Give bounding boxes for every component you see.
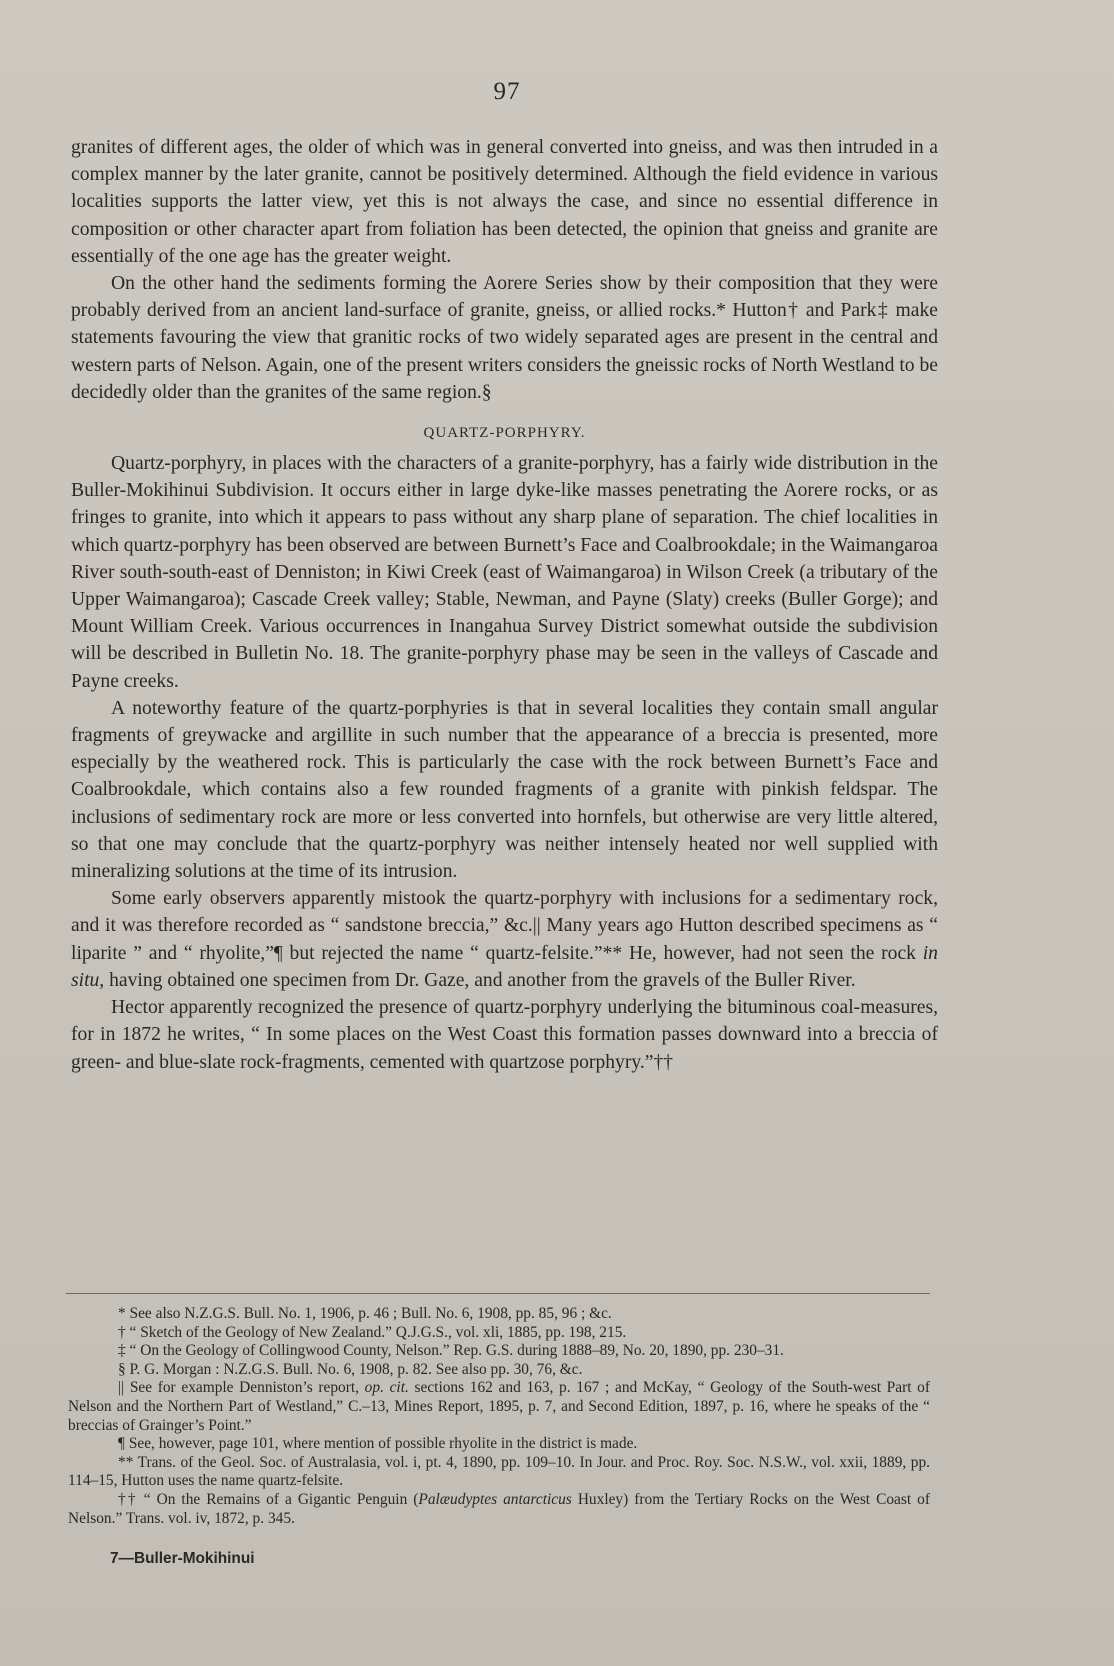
paragraph: granites of different ages, the older of which was in general converted into gneiss, and was then intruded in a complex manner by the later granite, cannot be positively determined. Although the field evidence in various localities supports the latter view, yet this is not always the case, and since no essential difference in composition or other character apart from foliation has been detected, the opinion that gneiss and granite are essentially of the one age has the greater weight. xyxy=(71,137,938,267)
footnote-text: sections 162 and 163, p. 167 ; and McKay, “ Geology of the South-west Part of Nelson and the Northern Part of Westland,” C.–13, Mines Report, 1895, p. 7, and Second Edition, 1897, p. 16, where he speaks of the “ breccias of Grainger’s Point.” xyxy=(68,1379,930,1434)
page-number: 97 xyxy=(493,78,521,105)
footnotes xyxy=(68,1305,930,1528)
footnote: * See also N.Z.G.S. Bull. No. 1, 1906, p. 46 ; Bull. No. 6, 1908, pp. 85, 96 ; &c. xyxy=(118,1305,612,1322)
footnote-text: †† “ On the Remains of a Gigantic Penguin ( xyxy=(118,1490,419,1508)
paragraph: A noteworthy feature of the quartz-porphyries is that in several localities they contain small angular fragments of greywacke and argillite in such number that the appearance of a breccia is presented, more especially by the weathered rock. This is particularly the case with the rock between Burnett’s Face and Coalbrookdale, which contains also a few rounded fragments of a granite with pinkish feldspar. The inclusions of sedimentary rock are more or less converted into hornfels, but otherwise are very little altered, so that one may conclude that the quartz-porphyry was neither intensely heated nor well supplied with mineralizing solutions at the time of its intrusion. xyxy=(71,697,938,883)
section-heading: QUARTZ-PORPHYRY. xyxy=(423,425,586,442)
paragraph xyxy=(71,885,938,994)
footnote: § P. G. Morgan : N.Z.G.S. Bull. No. 6, 1908, p. 82. See also pp. 30, 76, &c. xyxy=(118,1360,583,1378)
italic-term: op. cit. xyxy=(364,1379,409,1397)
footnote xyxy=(68,1491,930,1528)
footnote-divider xyxy=(66,1293,930,1294)
footnote: ¶ See, however, page 101, where mention of possible rhyolite in the district is made. xyxy=(118,1435,638,1453)
footnote: † “ Sketch of the Geology of New Zealand.” Q.J.G.S., vol. xli, 1885, pp. 198, 215. xyxy=(118,1323,627,1341)
footnote-text: Huxley) from the Tertiary Rocks on the West Coast of Nelson.” Trans. vol. iv, 1872, p. 345. xyxy=(68,1490,930,1527)
footnote: ‡ “ On the Geology of Collingwood County, Nelson.” Rep. G.S. during 1888–89, No. 20, 1890, pp. 230–31. xyxy=(118,1342,784,1360)
paragraph-text: Some early observers apparently mistook the quartz-porphyry with inclusions for a sedimentary rock, and it was therefore recorded as “ sandstone breccia,” &c.|| Many years ago Hutton described specimens as “ liparite ” and “ rhyolite,”¶ but rejected the name “ quartz-felsite.”** He, however, had not seen the rock xyxy=(71,888,938,964)
paragraph: Quartz-porphyry, in places with the characters of a granite-porphyry, has a fairly wide distribution in the Buller-Mokihinui Subdivision. It occurs either in large dyke-like masses penetrating the Aorere rocks, or as fringes to granite, into which it appears to pass without any sharp plane of separation. The chief localities in which quartz-porphyry has been observed are between Burnett’s Face and Coalbrookdale; in the Waimangaroa River south-south-east of Denniston; in Kiwi Creek (east of Waimangaroa) in Wilson Creek (a tributary of the Upper Waimangaroa); Cascade Creek valley; Stable, Newman, and Payne (Slaty) creeks (Buller Gorge); and Mount William Creek. Various occurrences in Inangahua Survey District somewhat outside the subdivision will be described in Bulletin No. 18. The granite-porphyry phase may be seen in the valleys of Cascade and Payne creeks. xyxy=(71,453,938,692)
paragraph: Hector apparently recognized the presence of quartz-porphyry underlying the bituminous coal-measures, for in 1872 he writes, “ In some places on the West Coast this formation passes downward into a breccia of green- and blue-slate rock-fragments, cemented with quartzose porphyry.”†† xyxy=(71,997,938,1073)
footnote-text: || See for example Denniston’s report, xyxy=(118,1379,359,1397)
footnote xyxy=(68,1379,930,1435)
printer-signature: 7—Buller-Mokihinui xyxy=(110,1550,255,1567)
footnote: ** Trans. of the Geol. Soc. of Australasia, vol. i, pt. 4, 1890, pp. 109–10. In Jour. and Proc. Roy. Soc. N.S.W., vol. xxii, 1889, pp. 114–15, Hutton uses the name quartz-felsite. xyxy=(68,1453,930,1490)
italic-term: in situ, xyxy=(71,942,938,991)
paragraph: On the other hand the sediments forming the Aorere Series show by their composition that they were probably derived from an ancient land-surface of granite, gneiss, or allied rocks.* Hutton† and Park‡ make statements favouring the view that granitic rocks of two widely separated ages are present in the central and western parts of Nelson. Again, one of the present writers considers the gneissic rocks of North Westland to be decidedly older than the granites of the same region.§ xyxy=(71,273,938,403)
paragraph-text: having obtained one specimen from Dr. Gaze, and another from the gravels of the Buller River. xyxy=(109,969,856,991)
body-text xyxy=(71,134,938,1076)
italic-term: Palæudyptes antarcticus xyxy=(418,1490,572,1508)
